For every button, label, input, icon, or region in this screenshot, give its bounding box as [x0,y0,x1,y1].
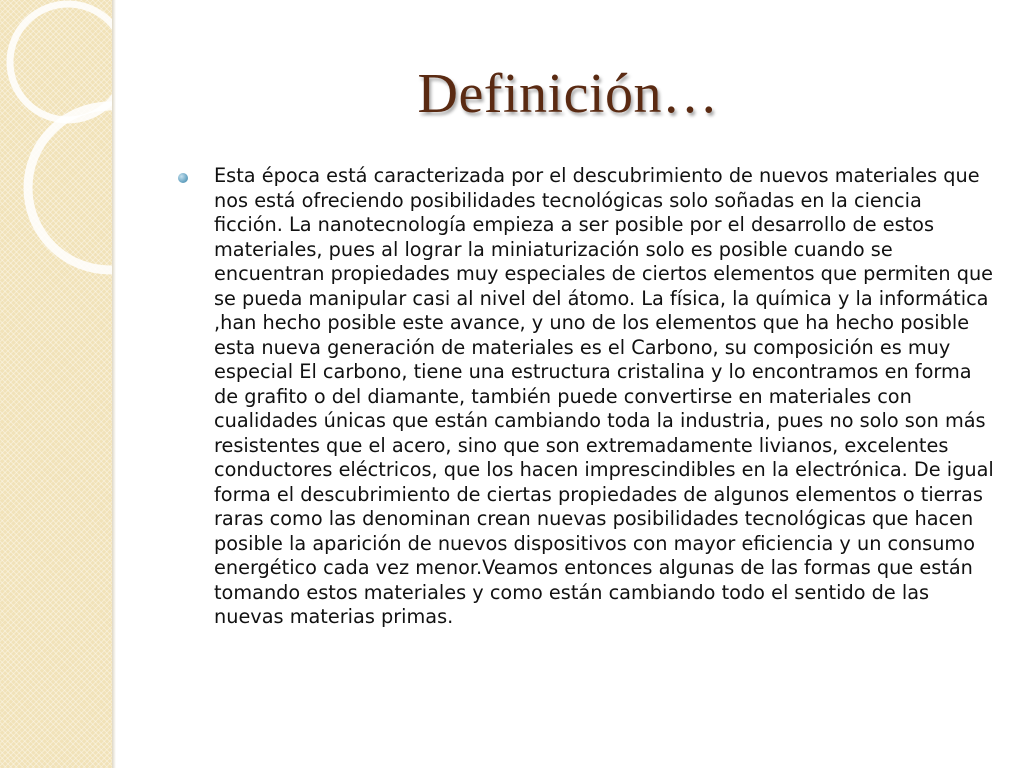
bullet-icon [178,173,188,183]
decorative-side-band [0,0,112,768]
slide-title: Definición… [417,63,719,125]
slide-content [178,164,998,630]
decorative-rings [0,0,112,768]
bullet-text: Esta época está caracterizada por el descubrimiento de nuevos materiales que nos está ofreciendo posibilidades tecnológicas solo soñadas en la ciencia ficción. La nanotecnología empieza a ser posible por el desarrollo de estos materiales, pues al lograr la miniaturización solo es posible cuando se encuentran propiedades muy especiales de ciertos elementos que permiten que se pueda manipular casi al nivel del átomo. La física, la química y la informática ,han hecho posible este avance, y uno de los elementos que ha hecho posible esta nueva generación de materiales es el Carbono, su composición es muy especial El carbono, tiene una estructura cristalina y lo encontramos en forma de grafito o del diamante, también puede convertirse en materiales con cualidades únicas que están cambiando toda la industria, pues no solo son más resistentes que el acero, sino que son extremadamente livianos, excelentes conductores eléctricos, que los hacen imprescindibles en la electrónica. De igual forma el descubrimiento de ciertas propiedades de algunos elementos o tierras raras como las denominan crean nuevas posibilidades tecnológicas que hacen posible la aparición de nuevos dispositivos con mayor eficiencia y un consumo energético cada vez menor.Veamos entonces algunas de las formas que están tomando estos materiales y como están cambiando todo el sentido de las nuevas materias primas. [214,164,994,628]
